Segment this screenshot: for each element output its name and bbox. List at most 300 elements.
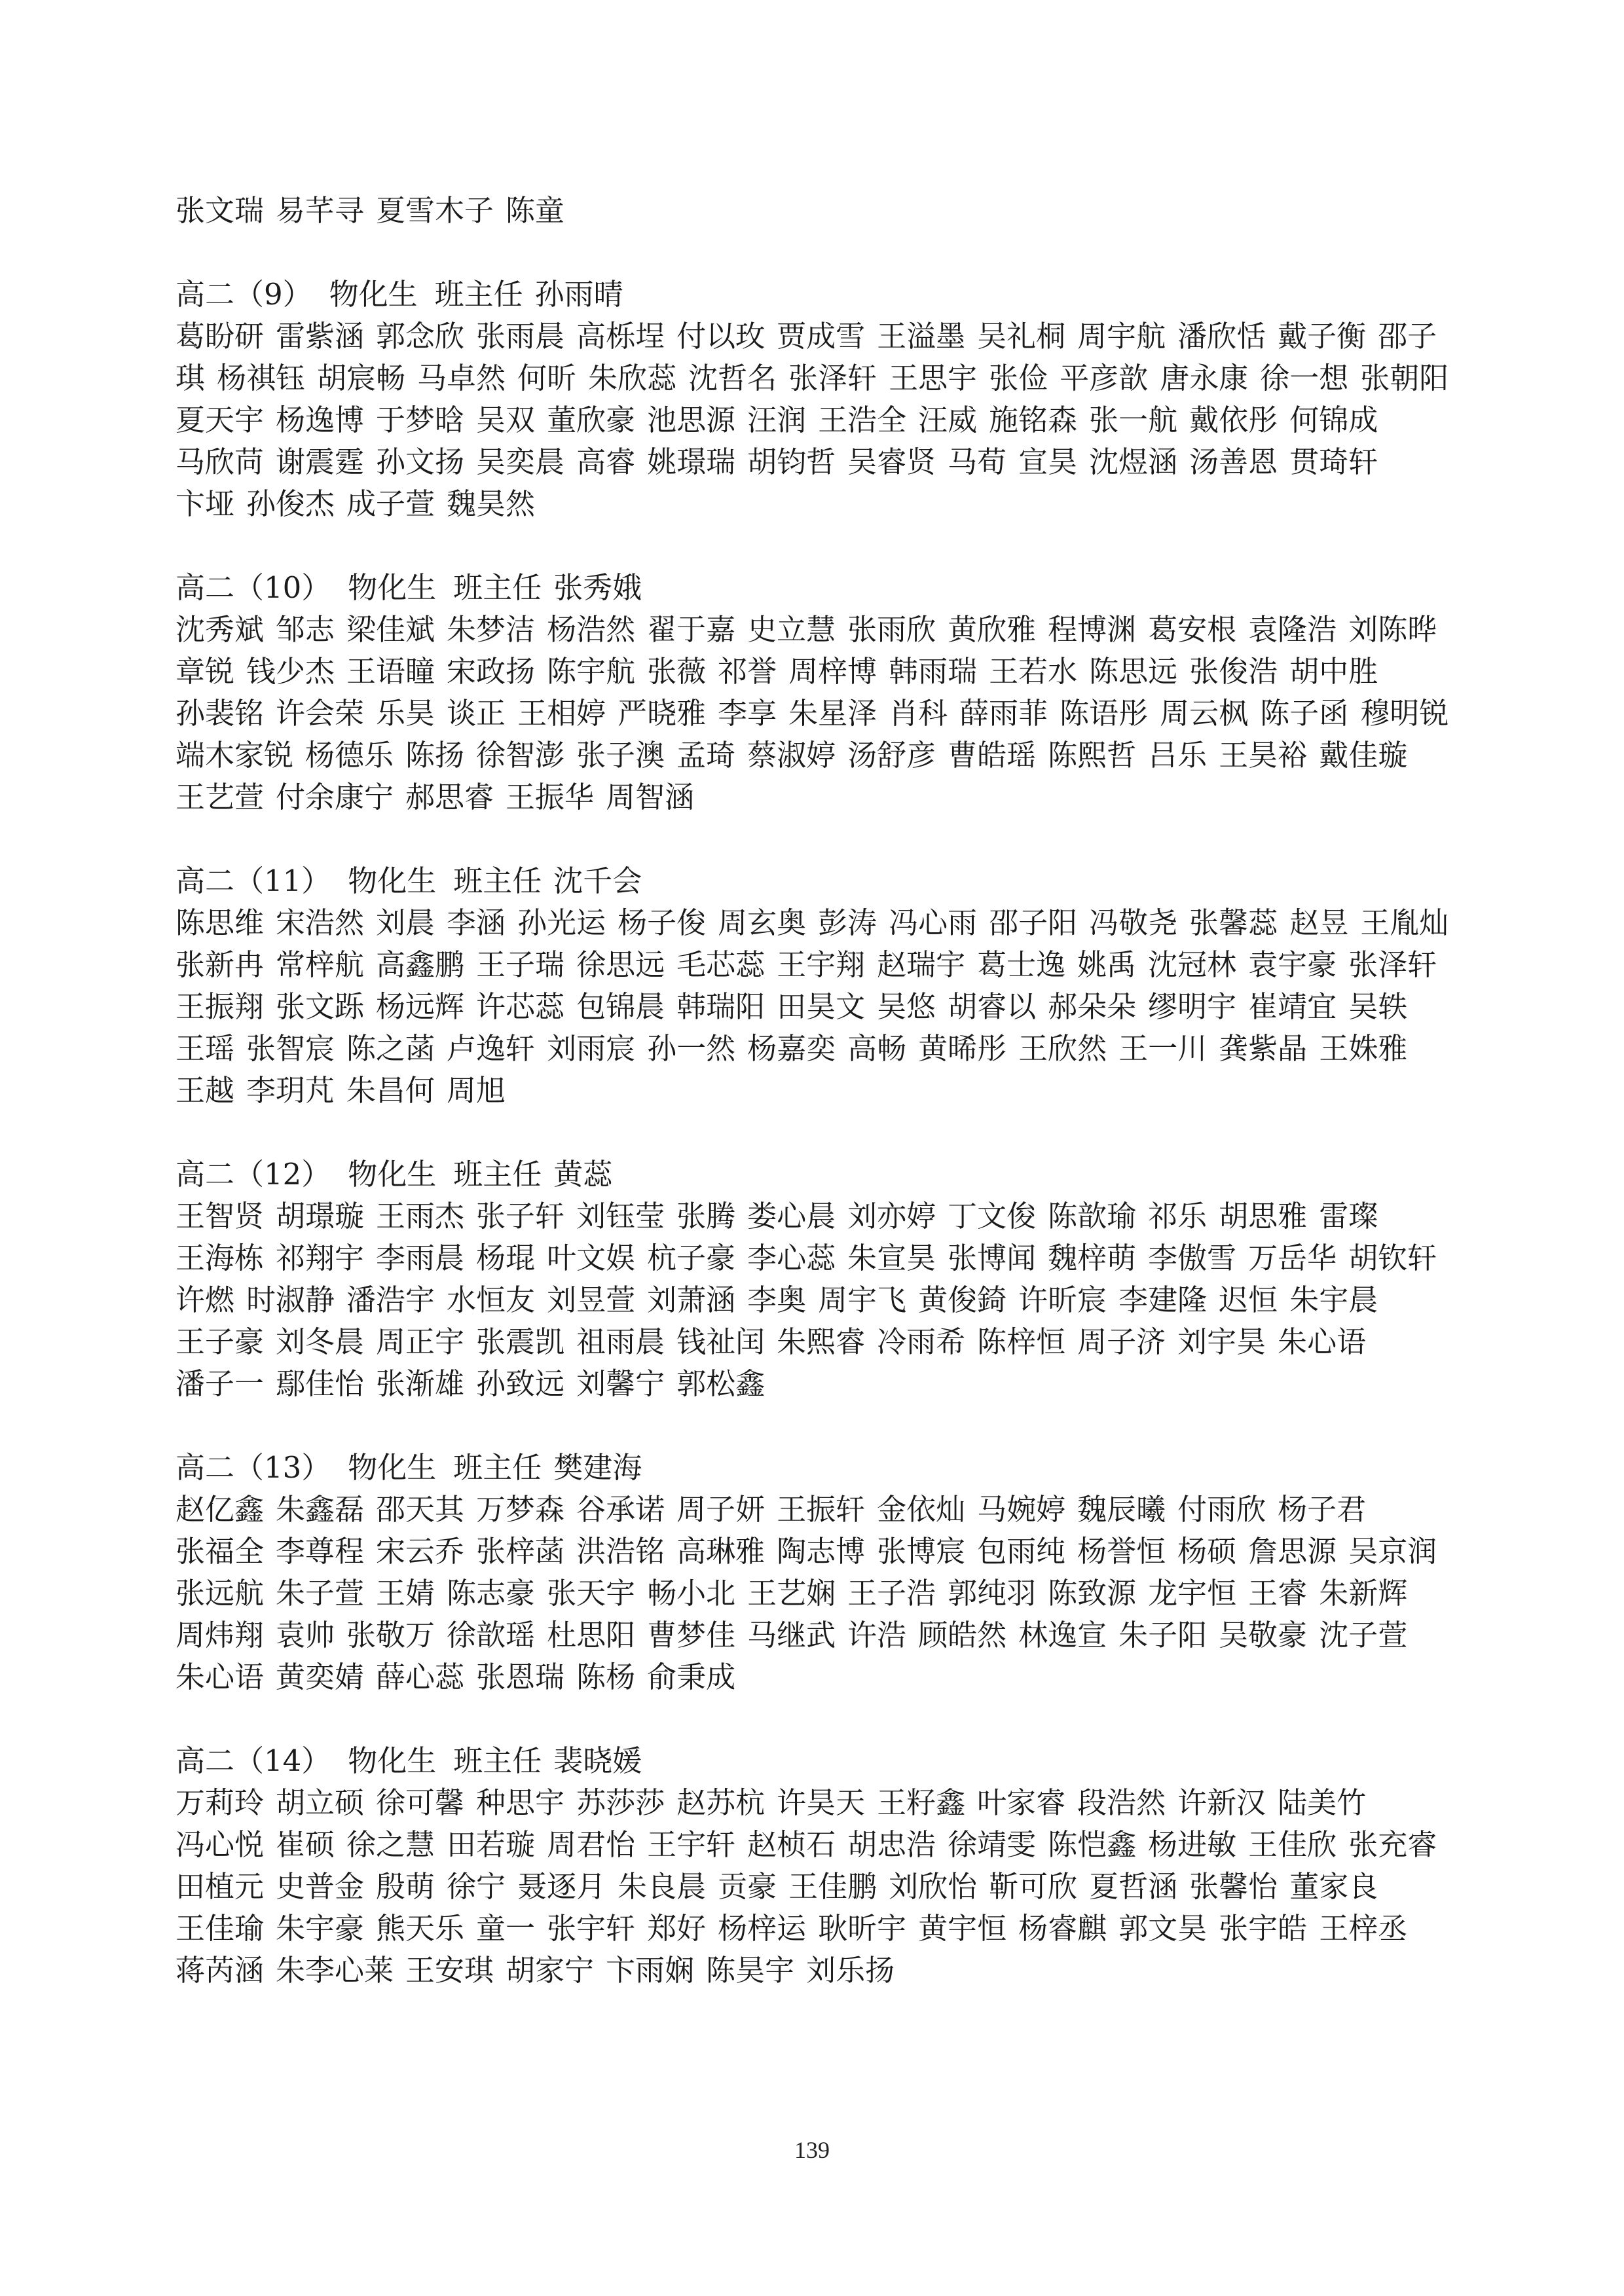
student-name: 刘陈晔 [1348,612,1437,647]
name-line [175,1195,1459,1237]
class-sections [175,274,1459,1992]
student-name: 祖雨晨 [576,1324,665,1359]
student-name: 卢逸轩 [447,1031,536,1066]
student-name: 迟恒 [1219,1283,1278,1317]
class-section [175,567,1459,818]
student-name: 汪润 [747,403,807,437]
student-name: 杜思阳 [547,1618,636,1652]
student-name: 袁帅 [276,1618,335,1652]
name-line [175,1866,1459,1908]
student-name: 包锦晨 [576,989,665,1024]
student-name: 陈梓恒 [977,1324,1066,1359]
student-name: 雷紫涵 [276,319,365,354]
student-name: 田植元 [175,1869,265,1904]
student-name: 许新汉 [1177,1785,1266,1820]
student-name: 马婉婷 [977,1492,1066,1527]
student-name: 洪浩铭 [576,1534,665,1569]
student-name: 吴敬豪 [1219,1618,1308,1652]
student-name: 陈熙哲 [1048,738,1137,773]
student-name: 魏昊然 [447,486,536,521]
student-name: 陈童 [506,193,565,228]
student-name: 端木家锐 [175,738,294,773]
student-name: 张恩瑞 [476,1660,565,1694]
student-name: 谢震霆 [276,445,365,479]
student-name: 黄晞彤 [918,1031,1007,1066]
student-name: 戴依彤 [1189,403,1278,437]
student-name: 刘馨宁 [576,1366,665,1401]
student-name: 李享 [718,696,777,731]
teacher-label: 班主任 [453,570,542,605]
teacher-name: 裴晓媛 [553,1743,642,1778]
student-name: 沈冠林 [1148,947,1237,982]
student-name: 付雨欣 [1177,1492,1266,1527]
student-name: 李玥芃 [246,1073,335,1108]
teacher-name: 孙雨晴 [534,277,623,312]
student-name: 翟于嘉 [647,612,736,647]
student-name: 李雨晨 [376,1241,465,1275]
student-name: 赵亿鑫 [175,1492,265,1527]
name-line [175,483,1459,525]
student-name: 易芊寻 [276,193,365,228]
page-number: 139 [794,2137,830,2163]
student-name: 杨誉恒 [1077,1534,1166,1569]
student-name: 吴奕晨 [476,445,565,479]
student-name: 曹梦佳 [647,1618,736,1652]
name-line [175,1028,1459,1070]
teacher-label: 班主任 [453,864,542,898]
student-name: 汪威 [918,403,978,437]
student-name: 杨德乐 [305,738,394,773]
student-name: 汤善恩 [1189,445,1278,479]
student-name: 张薇 [647,654,707,689]
student-name: 刘钰莹 [576,1199,665,1233]
student-name: 施铭森 [989,403,1078,437]
student-name: 马欣苘 [175,445,265,479]
student-name: 杨硕 [1177,1534,1237,1569]
student-name: 陈歆瑜 [1048,1199,1137,1233]
student-name: 朱熙睿 [777,1324,866,1359]
student-name: 周子济 [1077,1324,1166,1359]
student-name: 贡豪 [718,1869,777,1904]
student-name: 郝朵朵 [1048,989,1137,1024]
student-name: 高琳雅 [676,1534,766,1569]
student-name: 戴子衡 [1278,319,1367,354]
student-name: 水恒友 [447,1283,536,1317]
student-name: 许浩 [847,1618,907,1652]
student-name: 孙裴铭 [175,696,265,731]
student-name: 朱昌何 [346,1073,435,1108]
student-name: 万岳华 [1248,1241,1337,1275]
student-name: 沈子萱 [1319,1618,1408,1652]
student-name: 祁翔宇 [276,1241,365,1275]
student-name: 叶文娱 [547,1241,636,1275]
student-name: 吕乐 [1148,738,1208,773]
student-name: 雷璨 [1319,1199,1378,1233]
name-line [175,1950,1459,1992]
student-name: 谷承诺 [576,1492,665,1527]
student-name: 张馨怡 [1189,1869,1278,1904]
student-name: 张文瑞 [175,193,265,228]
student-name: 周玄奥 [718,905,807,940]
student-name: 张新冉 [175,947,265,982]
student-name: 杨祺钰 [217,361,306,395]
student-name: 陈思远 [1089,654,1178,689]
student-name: 金依灿 [877,1492,966,1527]
student-name: 王海栋 [175,1241,265,1275]
student-name: 张雨欣 [847,612,936,647]
student-name: 马继武 [747,1618,836,1652]
student-name: 高鑫鹏 [376,947,465,982]
class-section [175,1447,1459,1698]
student-name: 林逸宣 [1018,1618,1107,1652]
student-name: 王雨杰 [376,1199,465,1233]
teacher-label: 班主任 [453,1743,542,1778]
name-line [175,190,1459,232]
student-name: 吴双 [476,403,536,437]
student-name: 朱李心莱 [276,1953,394,1988]
student-name: 王越 [175,1073,235,1108]
student-name: 朱鑫磊 [276,1492,365,1527]
student-name: 夏哲涵 [1089,1869,1178,1904]
student-name: 丁文俊 [948,1199,1037,1233]
name-line [175,1363,1459,1405]
student-name: 娄心晨 [747,1199,836,1233]
student-name: 顾皓然 [918,1618,1007,1652]
student-name: 黄奕婧 [276,1660,365,1694]
student-name: 包雨纯 [977,1534,1066,1569]
student-name: 孙致远 [476,1366,565,1401]
student-name: 耿昕宇 [818,1911,907,1946]
student-name: 杨浩然 [547,612,636,647]
document-body [175,190,1459,2033]
student-name: 张雨晨 [476,319,565,354]
student-name: 周正宇 [376,1324,465,1359]
student-name: 徐歆瑶 [447,1618,536,1652]
student-name: 夏天宇 [175,403,265,437]
student-name: 靳可欣 [989,1869,1078,1904]
student-name: 平彦歆 [1060,361,1149,395]
student-name: 苏莎莎 [576,1785,665,1820]
student-name: 邵天其 [376,1492,465,1527]
student-name: 曹皓瑶 [948,738,1037,773]
student-name: 杨子君 [1278,1492,1367,1527]
student-name: 李尊程 [276,1534,365,1569]
student-name: 王佳鹏 [788,1869,877,1904]
student-name: 潘欣恬 [1177,319,1266,354]
teacher-label: 班主任 [453,1157,542,1192]
student-name: 童一 [476,1911,536,1946]
name-line [175,1489,1459,1531]
student-name: 龙宇恒 [1148,1576,1237,1611]
student-name: 赵瑞宇 [877,947,966,982]
student-name: 魏辰曦 [1077,1492,1166,1527]
student-name: 王一川 [1118,1031,1208,1066]
student-name: 王若水 [989,654,1078,689]
student-name: 王昊裕 [1219,738,1308,773]
student-name: 王安琪 [405,1953,494,1988]
student-name: 许会荣 [276,696,365,731]
student-name: 蔡淑婷 [747,738,836,773]
student-name: 赵苏杭 [676,1785,766,1820]
student-name: 吴轶 [1348,989,1408,1024]
student-name: 张俊浩 [1189,654,1278,689]
student-name: 郭文昊 [1118,1911,1208,1946]
student-name: 何昕 [517,361,577,395]
student-name: 胡钦轩 [1348,1241,1437,1275]
student-name: 袁宇豪 [1248,947,1337,982]
student-name: 杨嘉奕 [747,1031,836,1066]
student-name: 陈语彤 [1060,696,1149,731]
student-name: 张博宸 [877,1534,966,1569]
student-name: 陈子函 [1260,696,1349,731]
student-name: 刘昱萱 [547,1283,636,1317]
student-name: 徐宁 [447,1869,506,1904]
student-name: 胡钧哲 [747,445,836,479]
student-name: 周云枫 [1160,696,1249,731]
student-name: 郭纯羽 [948,1576,1037,1611]
student-name: 葛盼研 [175,319,265,354]
student-name: 黄宇恒 [918,1911,1007,1946]
student-name: 许燃 [175,1283,235,1317]
student-name: 缪明宇 [1148,989,1237,1024]
student-name: 张馨蕊 [1189,905,1278,940]
subject-combo: 物化生 [329,277,418,312]
student-name: 陈宇航 [547,654,636,689]
student-name: 马荀 [948,445,1007,479]
student-name: 赵桢石 [747,1827,836,1862]
student-name: 朱心语 [175,1660,265,1694]
student-name: 卞雨娴 [606,1953,695,1988]
student-name: 成子萱 [346,486,435,521]
student-name: 杨睿麒 [1018,1911,1107,1946]
student-name: 崔硕 [276,1827,335,1862]
student-name: 周宇航 [1077,319,1166,354]
student-name: 王姝雅 [1319,1031,1408,1066]
student-name: 郭念欣 [376,319,465,354]
name-line [175,1908,1459,1950]
student-name: 种思宇 [476,1785,565,1820]
student-name: 付余康宁 [276,780,394,814]
student-name: 宋云乔 [376,1534,465,1569]
name-line [175,609,1459,651]
subject-combo: 物化生 [348,864,437,898]
subject-combo: 物化生 [348,1157,437,1192]
student-name: 杨梓运 [718,1911,807,1946]
student-name: 王宇翔 [777,947,866,982]
student-name: 徐之慧 [346,1827,435,1862]
student-name: 朱星泽 [788,696,877,731]
student-name: 段浩然 [1077,1785,1166,1820]
student-name: 宋政扬 [447,654,536,689]
student-name: 万莉玲 [175,1785,265,1820]
student-name: 汤舒彦 [847,738,936,773]
student-name: 朱宇晨 [1289,1283,1378,1317]
student-name: 祁乐 [1148,1199,1208,1233]
student-name: 田若璇 [447,1827,536,1862]
student-name: 王胤灿 [1360,905,1449,940]
student-name: 史普金 [276,1869,365,1904]
student-name: 王欣然 [1018,1031,1107,1066]
student-name: 崔靖宜 [1248,989,1337,1024]
student-name: 杨琨 [476,1241,536,1275]
teacher-name: 张秀娥 [553,570,642,605]
student-name: 王溢墨 [877,319,966,354]
name-line [175,776,1459,818]
student-name: 张泽轩 [788,361,877,395]
student-name: 蒋芮涵 [175,1953,265,1988]
student-name: 姚禹 [1077,947,1137,982]
student-name: 董家良 [1289,1869,1378,1904]
student-name: 钱祉闰 [676,1324,766,1359]
student-name: 殷萌 [376,1869,435,1904]
student-name: 许昊天 [777,1785,866,1820]
student-name: 沈哲名 [688,361,777,395]
name-line [175,693,1459,735]
student-name: 程博渊 [1048,612,1137,647]
class-heading [175,1740,1459,1782]
student-name: 王婧 [376,1576,435,1611]
student-name: 毛芯蕊 [676,947,766,982]
student-name: 张子澳 [576,738,665,773]
student-name: 陆美竹 [1278,1785,1367,1820]
teacher-label: 班主任 [434,277,523,312]
student-name: 王睿 [1248,1576,1308,1611]
student-name: 杨远辉 [376,989,465,1024]
student-name: 池思源 [647,403,736,437]
student-name: 张远航 [175,1576,265,1611]
student-name: 赵昱 [1289,905,1349,940]
student-name: 彭涛 [818,905,877,940]
student-name: 胡宸畅 [317,361,406,395]
student-name: 王佳瑜 [175,1911,265,1946]
student-name: 张充睿 [1348,1827,1437,1862]
student-name: 聂逐月 [517,1869,606,1904]
student-name: 鄢佳怡 [276,1366,365,1401]
student-name: 何锦成 [1289,403,1378,437]
name-line [175,651,1459,693]
student-name: 周宇飞 [818,1283,907,1317]
student-name: 邵子阳 [989,905,1078,940]
student-name: 胡思雅 [1219,1199,1308,1233]
student-name: 周智涵 [606,780,695,814]
student-name: 马卓然 [417,361,506,395]
student-name: 夏雪木子 [376,193,494,228]
name-line [175,1782,1459,1824]
student-name: 葛安根 [1148,612,1237,647]
class-name: 高二（13） [175,1450,331,1485]
student-name: 肖科 [889,696,948,731]
student-name: 韩瑞阳 [676,989,766,1024]
student-name: 杨逸博 [276,403,365,437]
name-line [175,441,1459,483]
subject-combo: 物化生 [348,1743,437,1778]
student-name: 郝思睿 [405,780,494,814]
class-section [175,860,1459,1112]
student-name: 王梓丞 [1319,1911,1408,1946]
student-name: 王艺娴 [747,1576,836,1611]
student-name: 薛心蕊 [376,1660,465,1694]
class-section [175,1740,1459,1992]
class-name: 高二（11） [175,864,331,898]
name-line [175,902,1459,944]
class-section [175,1154,1459,1405]
student-name: 张智宸 [246,1031,335,1066]
student-name: 郭松鑫 [676,1366,766,1401]
student-name: 张敬万 [346,1618,435,1652]
student-name: 卞垭 [175,486,235,521]
student-name: 徐可馨 [376,1785,465,1820]
student-name: 穆明锐 [1360,696,1449,731]
teacher-label: 班主任 [453,1450,542,1485]
class-name: 高二（12） [175,1157,331,1192]
student-name: 朱梦洁 [447,612,536,647]
student-name: 王智贤 [175,1199,265,1233]
student-name: 吴睿贤 [847,445,936,479]
student-name: 韩雨瑞 [889,654,978,689]
name-line [175,1237,1459,1279]
student-name: 朱子阳 [1118,1618,1208,1652]
student-name: 薛雨菲 [959,696,1048,731]
student-name: 李心蕊 [747,1241,836,1275]
student-name: 周炜翔 [175,1618,265,1652]
student-name: 王子豪 [175,1324,265,1359]
student-name: 李建隆 [1118,1283,1208,1317]
student-name: 胡璟璇 [276,1199,365,1233]
student-name: 杭子豪 [647,1241,736,1275]
student-name: 熊天乐 [376,1911,465,1946]
student-name: 钱少杰 [246,654,335,689]
student-name: 周梓博 [788,654,877,689]
student-name: 陈杨 [576,1660,636,1694]
student-name: 董欣豪 [547,403,636,437]
student-name: 黄俊錡 [918,1283,1007,1317]
student-name: 杨子俊 [618,905,707,940]
student-name: 祁誉 [718,654,777,689]
student-name: 袁隆浩 [1248,612,1337,647]
class-heading [175,567,1459,609]
student-name: 张文跞 [276,989,365,1024]
student-name: 沈秀斌 [175,612,265,647]
student-name: 徐靖雯 [948,1827,1037,1862]
teacher-name: 沈千会 [553,864,642,898]
student-name: 姚璟瑞 [647,445,736,479]
student-name: 王振华 [506,780,595,814]
student-name: 王思宇 [889,361,978,395]
class-name: 高二（10） [175,570,331,605]
student-name: 胡睿以 [948,989,1037,1024]
student-name: 谈正 [447,696,506,731]
student-name: 冷雨希 [877,1324,966,1359]
student-name: 胡忠浩 [847,1827,936,1862]
student-name: 郑好 [647,1911,707,1946]
student-name: 孟琦 [676,738,736,773]
student-name: 张腾 [676,1199,736,1233]
student-name: 王瑶 [175,1031,235,1066]
student-name: 周君怡 [547,1827,636,1862]
student-name: 徐智澎 [476,738,565,773]
class-heading [175,1154,1459,1195]
student-name: 刘宇昊 [1177,1324,1266,1359]
student-name: 王艺萱 [175,780,265,814]
name-line [175,399,1459,441]
student-name: 吴京润 [1348,1534,1437,1569]
student-name: 周子妍 [676,1492,766,1527]
student-name: 胡立硕 [276,1785,365,1820]
student-name: 黄欣雅 [948,612,1037,647]
student-name: 王子瑞 [476,947,565,982]
student-name: 刘萧涵 [647,1283,736,1317]
student-name: 刘亦婷 [847,1199,936,1233]
